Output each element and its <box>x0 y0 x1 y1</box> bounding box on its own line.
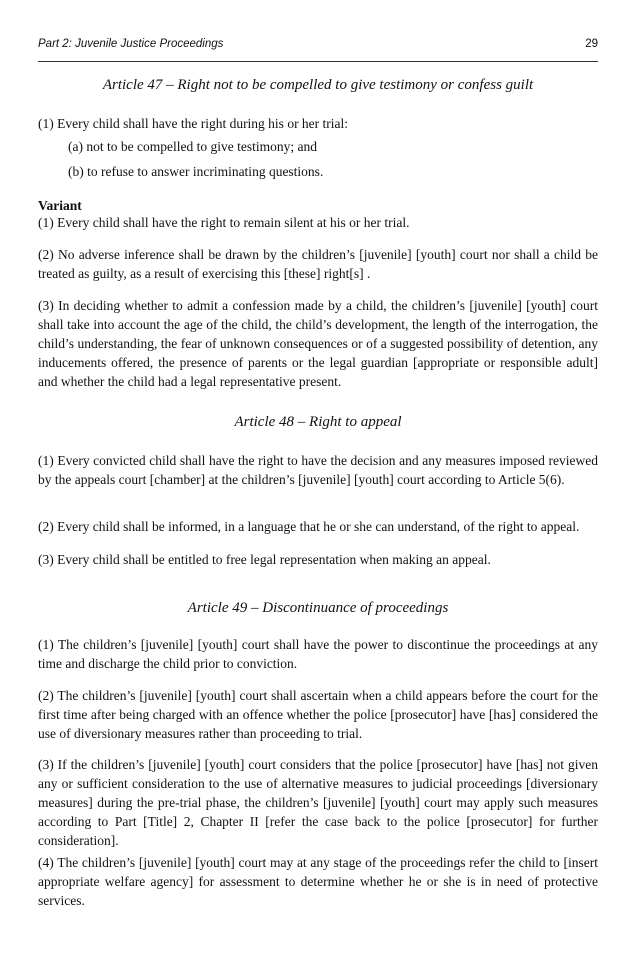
article-47-heading: Article 47 – Right not to be compelled to give testimony or confess guilt <box>102 77 534 93</box>
article-47-paragraph-1: (1) Every child shall have the right during his or her trial: <box>38 116 349 131</box>
article-49-paragraph-2: (2) The children’s [juvenile] [youth] court shall ascertain when a child appears before the court for the first time after being charged with an offence whether the police [prosecutor] have [has] considered the use of diversionary measures rather than proceeding to trial. <box>38 688 598 741</box>
variant-label: Variant <box>38 198 82 213</box>
running-header <box>38 35 598 62</box>
article-47-item-b: (b) to refuse to answer incriminating questions. <box>68 164 324 179</box>
page-number: 29 <box>585 38 598 50</box>
article-48-heading: Article 48 – Right to appeal <box>234 414 402 430</box>
article-48-paragraph-1: (1) Every convicted child shall have the right to have the decision and any measures imposed reviewed by the appeals court [chamber] at the children’s [juvenile] [youth] court according to Article 5(6). <box>38 453 598 487</box>
article-48-paragraph-2: (2) Every child shall be informed, in a language that he or she can understand, of the right to appeal. <box>38 519 580 534</box>
article-47-item-a: (a) not to be compelled to give testimony; and <box>68 139 317 154</box>
article-47-paragraph-2: (2) No adverse inference shall be drawn by the children’s [juvenile] [youth] court nor shall a child be treated as guilty, as a result of exercising this [these] right[s] . <box>38 247 598 281</box>
article-49-paragraph-4: (4) The children’s [juvenile] [youth] court may at any stage of the proceedings refer the child to [insert appropriate welfare agency] for assessment to determine whether he or she is in need of protective services. <box>38 855 598 908</box>
article-49-heading: Article 49 – Discontinuance of proceedings <box>187 600 449 616</box>
header-section-title: Part 2: Juvenile Justice Proceedings <box>38 38 224 50</box>
article-49-paragraph-1: (1) The children’s [juvenile] [youth] court shall have the power to discontinue the proceedings at any time and discharge the child prior to conviction. <box>38 637 598 671</box>
article-47-paragraph-3: (3) In deciding whether to admit a confession made by a child, the children’s [juvenile] [youth] court shall take into account the age of the child, the child’s development, the length of the interrogation, the child’s understanding, the fear of unknown consequences or of a suggested possibility of detention, any inducements offered, the presence of parents or the legal guardian [appropriate or responsible adult] and whether the child had a legal representative present. <box>38 298 598 389</box>
article-49-paragraph-3: (3) If the children’s [juvenile] [youth] court considers that the police [prosecutor] have [has] not given any or sufficient consideration to the use of alternative measures to judicial proceedings [diversionary measures] during the pre-trial phase, the children’s [juvenile] [youth] court may apply such measures according to Part [Title] 2, Chapter II [refer the case back to the police [prosecutor] for further consideration]. <box>38 757 598 848</box>
variant-paragraph-1: (1) Every child shall have the right to remain silent at his or her trial. <box>38 215 410 230</box>
article-48-paragraph-3: (3) Every child shall be entitled to free legal representation when making an appeal. <box>38 552 491 567</box>
